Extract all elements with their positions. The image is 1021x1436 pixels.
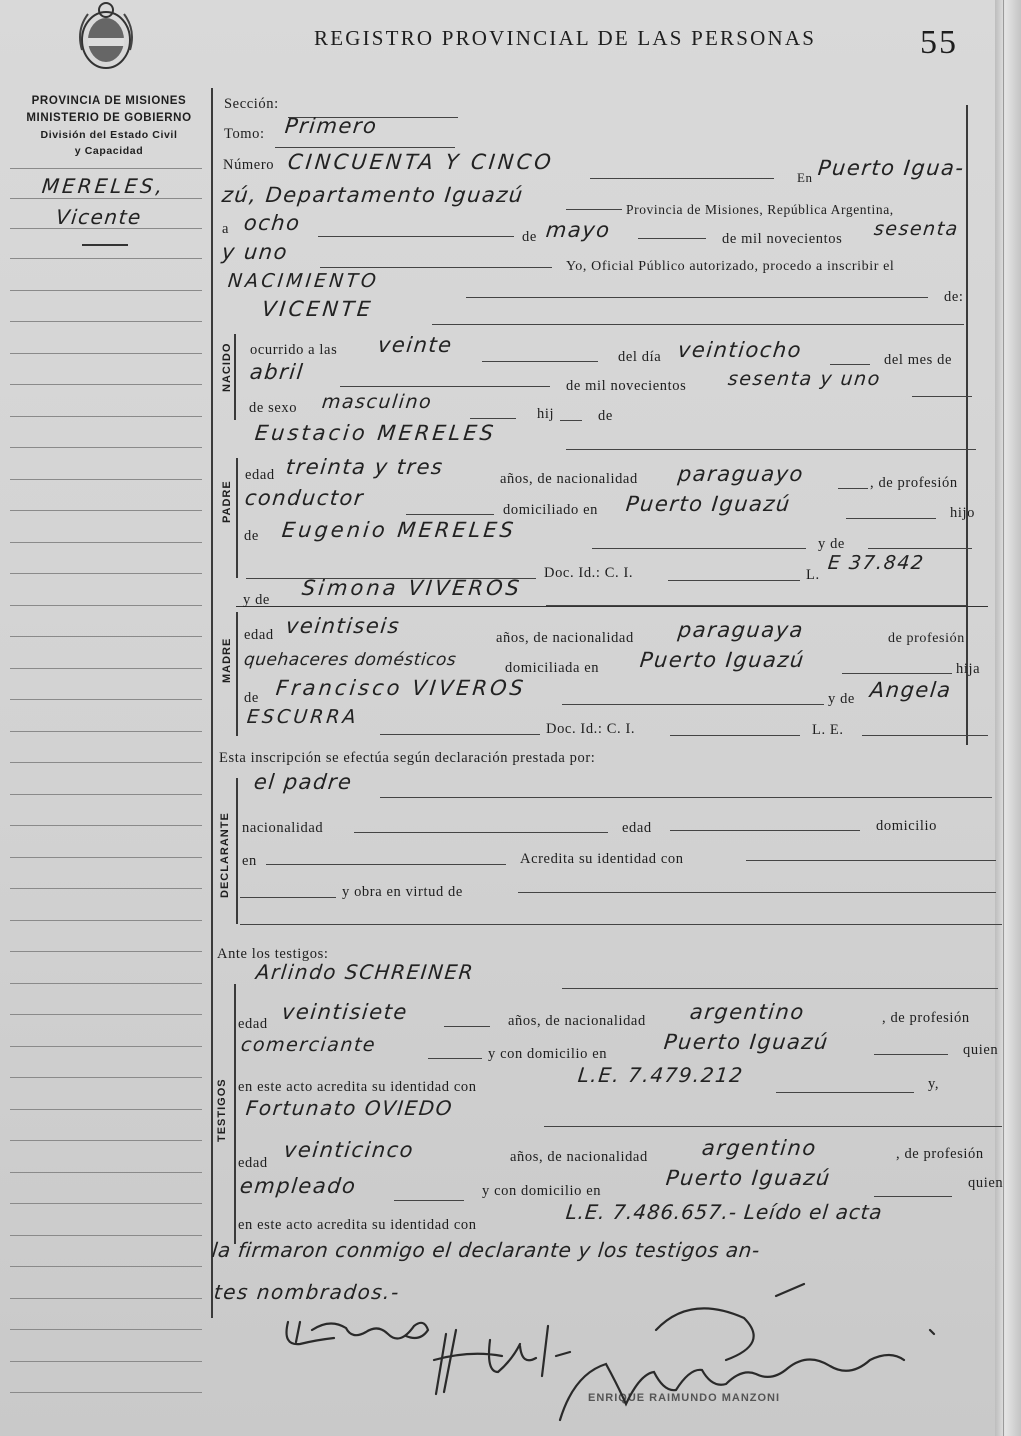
value-madre: Simona VIVEROS [300,576,524,600]
margin-rule [10,353,202,354]
margin-rule [10,1392,202,1393]
value-dia-nac: veintiocho [676,338,804,362]
section-testigos: TESTIGOS [216,1078,228,1142]
value-anio-nac: sesenta y uno [726,368,882,390]
margin-rule [10,668,202,669]
rule-en-decl [266,864,506,865]
rule-profesion-t1 [428,1058,482,1059]
margin-rule [10,1203,202,1204]
value-domicilio-madre: Puerto Iguazú [638,648,807,672]
rule-le-madre [862,735,988,736]
ministry-heading: MINISTERIO DE GOBIERNO [26,112,192,124]
document-title: REGISTRO PROVINCIAL DE LAS PERSONAS [314,26,817,50]
margin-rule [10,951,202,952]
value-abuelo-materno: Francisco VIVEROS [274,676,528,700]
rule-nac-padre [838,488,868,489]
label-y-de-madre: y de [243,592,270,608]
label-doc-padre: Doc. Id.: C. I. [544,565,634,581]
label-de-mil-nac: de mil novecientos [566,378,687,394]
margin-surname: MERELES, [40,174,167,198]
label-profesion-padre: , de profesión [870,475,958,491]
value-domicilio-padre: Puerto Iguazú [624,492,793,516]
value-padre: Eustacio MERELES [253,421,498,445]
value-profesion-madre: quehaceres domésticos [242,650,458,670]
rule-ci-madre [670,735,800,736]
margin-rule [10,983,202,984]
margin-rule [10,1014,202,1015]
section-declarante: DECLARANTE [219,812,231,898]
margin-rule [10,321,202,322]
rule-abuela-paterna [868,548,972,549]
value-hora: veinte [376,333,454,357]
rule-dia-nac [830,364,870,365]
label-en-decl: en [242,853,257,869]
value-anio-2: y uno [220,240,290,264]
value-domicilio-t2: Puerto Iguazú [664,1166,833,1190]
closing-line-1: la firmaron conmigo el declarante y los testigos an- [210,1238,762,1262]
label-domicilio-decl: domicilio [876,818,937,834]
rule-abuelo-materno [562,704,824,705]
value-testigo-1: Arlindo SCHREINER [254,960,476,984]
label-anios-padre: años, de nacionalidad [500,471,638,487]
rule-acto [466,297,928,298]
label-acredita-t1: en este acto acredita su identidad con [238,1079,477,1095]
margin-rule [10,731,202,732]
value-mes: mayo [544,218,612,242]
rule-testigo-2 [544,1126,1002,1127]
label-domiciliado: domiciliado en [503,502,598,518]
rule-profesion-t2 [394,1200,464,1201]
rule-anio [320,267,552,268]
margin-rule [10,1235,202,1236]
value-edad-t2: veinticinco [282,1138,416,1162]
value-edad-madre: veintiseis [284,614,402,638]
margin-given-name: Vicente [54,205,144,229]
label-ocurrido: ocurrido a las [250,342,338,358]
rule-testigo-1 [562,988,998,989]
value-doc-t1: L.E. 7.479.212 [576,1063,745,1087]
label-anios-t2: años, de nacionalidad [510,1149,648,1165]
value-nombre: VICENTE [260,297,375,321]
margin-rule [10,1140,202,1141]
label-hijo: hijo [950,505,975,521]
value-profesion-t1: comerciante [239,1034,378,1056]
margin-rule [10,198,202,199]
margin-rule [10,636,202,637]
value-numero: CINCUENTA Y CINCO [286,150,556,174]
rule-nacionalidad-decl [354,832,608,833]
value-nac-madre: paraguaya [676,618,806,642]
value-lugar-1: Puerto Igua- [816,156,966,180]
value-profesion-t2: empleado [238,1174,358,1198]
label-edad-madre: edad [244,627,274,643]
official-stamp: ENRIQUE RAIMUNDO MANZONI [588,1392,781,1404]
declarante-bracket [236,778,238,924]
margin-rule [10,1046,202,1047]
label-declaracion: Esta inscripción se efectúa según declaración prestada por: [219,750,596,766]
rule-hora [482,361,598,362]
label-le-madre: L. E. [812,722,844,738]
rule-obra [518,892,996,893]
rule-domicilio-padre [846,518,936,519]
page-number: 55 [920,24,958,61]
label-yo: Yo, Oficial Público autorizado, procedo a inscribir el [566,259,895,274]
margin-rule [10,699,202,700]
value-acto: NACIMIENTO [226,270,381,292]
margin-rule [10,1329,202,1330]
label-edad-decl: edad [622,820,652,836]
value-lugar-2: zú, Departamento Iguazú [220,183,525,207]
margin-rule [10,1109,202,1110]
margin-rule [10,416,202,417]
declarant-signature [287,1322,429,1344]
value-tomo: Primero [283,114,379,138]
divider-padre-madre [236,606,988,607]
margin-rule [10,258,202,259]
margin-rule [10,168,202,169]
division-heading-2: y Capacidad [74,145,144,157]
margin-rule [10,290,202,291]
closing-line-2: tes nombrados.- [212,1280,402,1304]
margin-rule [10,1298,202,1299]
label-edad-t2: edad [238,1155,268,1171]
value-domicilio-t1: Puerto Iguazú [662,1030,831,1054]
margin-rule [10,762,202,763]
label-y-t1: y, [928,1076,940,1092]
section-madre: MADRE [221,637,233,683]
margin-rule [10,447,202,448]
label-profesion-t2: , de profesión [896,1146,984,1162]
section-nacido: NACIDO [221,342,233,392]
margin-rule [10,888,202,889]
margin-rule [10,857,202,858]
label-profesion-t1: , de profesión [882,1010,970,1026]
rule-declarante [380,797,992,798]
label-profesion-madre: de profesión [888,631,965,646]
margin-rule [10,1172,202,1173]
label-de: de [598,408,613,424]
rule-domicilio-t1 [874,1054,948,1055]
label-de-madre: de [244,690,259,706]
rule-dia [318,236,514,237]
nacido-bracket [234,334,236,420]
value-sexo: masculino [320,391,434,413]
margin-divider [211,88,213,1318]
label-del-dia: del día [618,349,662,365]
value-abuelo-paterno: Eugenio MERELES [280,518,518,542]
label-y-de-madre-2: y de [828,691,855,707]
margin-rule [10,825,202,826]
padre-bracket [236,458,238,578]
coat-of-arms-icon [72,0,140,76]
section-padre: PADRE [221,480,233,523]
page-edge [995,0,1021,1436]
rule-lugar [566,209,622,210]
label-hij: hij [537,406,555,422]
label-domiciliada: domiciliada en [505,660,600,676]
label-domicilio-t2: y con domicilio en [482,1183,602,1199]
label-a: a [222,221,230,237]
label-y-de-padre: y de [818,536,845,552]
label-de-mil: de mil novecientos [722,231,843,247]
value-abuela-materna-1: Angela [868,678,953,702]
testigos-bracket [234,984,236,1244]
label-de-mes: de [522,229,537,245]
margin-rule [10,479,202,480]
value-abuela-materna-2: ESCURRA [245,706,360,728]
province-heading: PROVINCIA DE MISIONES [31,95,187,107]
label-testigos: Ante los testigos: [217,946,329,962]
margin-rule [10,384,202,385]
value-edad-t1: veintisiete [280,1000,410,1024]
label-de-sexo: de sexo [249,400,298,416]
rule-anio-nac [912,396,972,397]
rule-obra-2 [240,924,1002,925]
rule-mes-nac [340,386,550,387]
value-declarante: el padre [252,770,354,794]
label-en: En [797,170,813,185]
rule-domicilio-t2 [874,1196,952,1197]
margin-rule [10,573,202,574]
rule-tomo [275,147,455,148]
label-del-mes: del mes de [884,352,953,368]
value-profesion-padre: conductor [243,486,366,510]
label-le-padre: L. [806,567,820,583]
rule-nombre [432,324,964,325]
rule-madre [546,605,966,606]
rule-domicilio-madre [842,673,952,674]
rule-sexo [470,418,516,419]
value-nac-t1: argentino [688,1000,807,1024]
value-nac-t2: argentino [700,1136,819,1160]
margin-rule [10,920,202,921]
label-edad-t1: edad [238,1016,268,1032]
division-heading: División del Estado Civil [40,129,178,141]
rule-edad-t1 [444,1026,490,1027]
rule-hij [560,420,582,421]
margin-rule [10,794,202,795]
rule-padre [566,449,976,450]
label-anios-t1: años, de nacionalidad [508,1013,646,1029]
value-nac-padre: paraguayo [676,462,806,486]
label-anios-madre: años, de nacionalidad [496,630,634,646]
rule-ci-padre [668,580,800,581]
rule-numero [590,178,774,179]
margin-rule [10,1266,202,1267]
official-signature-1 [434,1326,570,1394]
value-edad-padre: treinta y tres [284,455,445,479]
margin-rule [10,1077,202,1078]
label-de-padre: de [244,528,259,544]
rule-abuela-materna [380,734,540,735]
label-quien-t1: quien [963,1042,999,1058]
rule-obra-pre [240,897,336,898]
value-anio-1: sesenta [872,218,960,240]
value-testigo-2: Fortunato OVIEDO [244,1096,455,1120]
value-doc-t2: L.E. 7.486.657.- Leído el acta [564,1200,884,1224]
label-edad-padre: edad [245,467,275,483]
label-hija: hija [956,661,981,677]
right-border [966,105,968,745]
rule-abuelo-paterno [592,548,806,549]
value-le-padre: E 37.842 [826,552,926,574]
label-domicilio-t1: y con domicilio en [488,1046,608,1062]
value-mes-nac: abril [248,360,306,384]
label-provincia: Provincia de Misiones, República Argentina, [626,202,894,217]
label-quien-t2: quien [968,1175,1004,1191]
label-seccion: Sección: [224,96,279,112]
value-dia: ocho [242,211,302,235]
label-nacionalidad-decl: nacionalidad [242,820,324,836]
rule-acredita-decl [746,860,996,861]
rule-doc-t1 [776,1092,914,1093]
label-tomo: Tomo: [224,126,265,142]
rule-profesion-padre [406,514,494,515]
label-de-colon: de: [944,289,964,305]
margin-rule [10,542,202,543]
label-acredita-t2: en este acto acredita su identidad con [238,1217,477,1233]
rule-edad-decl [670,830,860,831]
margin-rule [10,510,202,511]
label-acredita-decl: Acredita su identidad con [520,851,684,867]
margin-dash [82,244,128,246]
madre-bracket [236,612,238,736]
margin-rule [10,605,202,606]
label-numero: Número [223,157,275,173]
margin-rule [10,1361,202,1362]
label-doc-madre: Doc. Id.: C. I. [546,721,636,737]
rule-mes [638,238,706,239]
label-obra: y obra en virtud de [342,884,463,900]
